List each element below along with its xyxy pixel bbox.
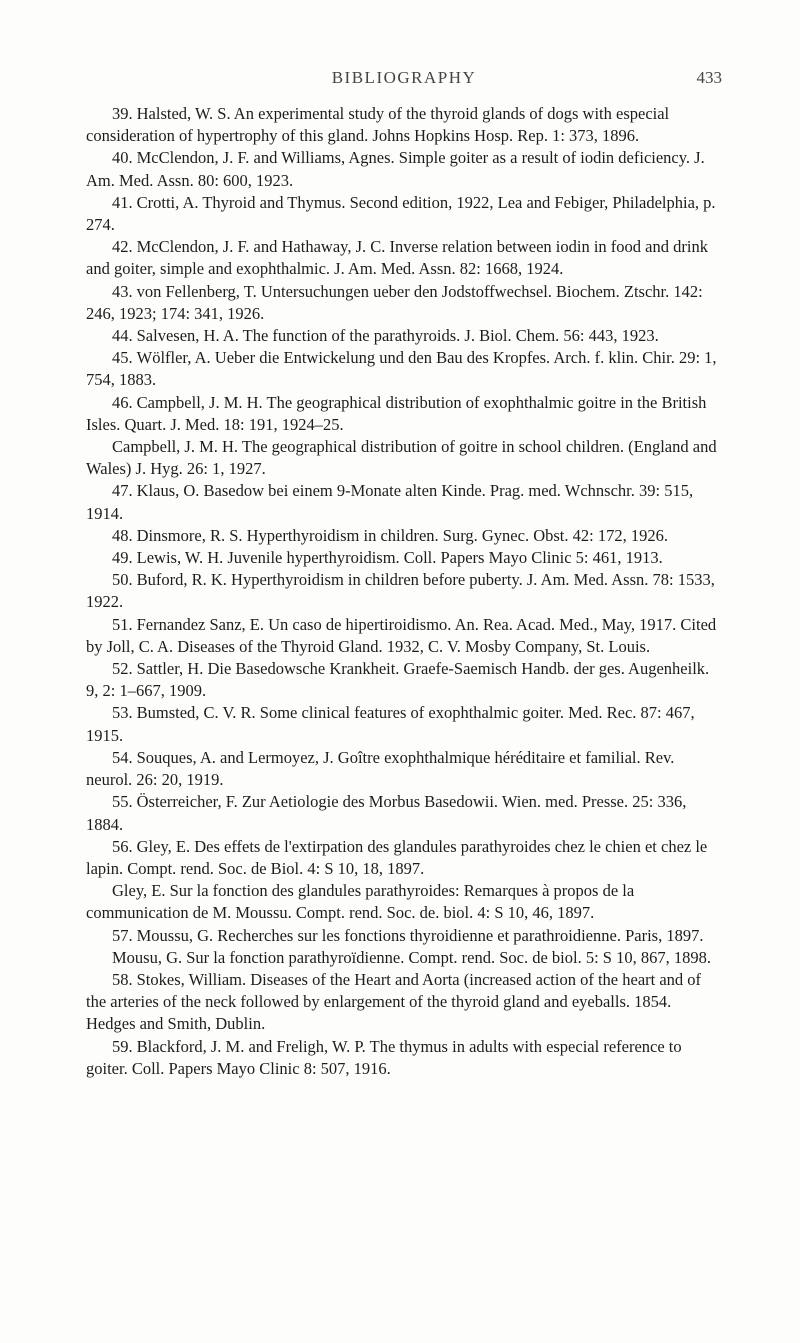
bibliography-entry [86, 547, 722, 569]
entry-number: 59. [112, 1036, 133, 1056]
bibliography-entry [86, 525, 722, 547]
entry-number: 53. [112, 703, 133, 723]
running-title: BIBLIOGRAPHY [331, 68, 477, 87]
bibliography-entry [86, 103, 722, 147]
entry-text: Mousu, G. Sur la fonction parathyroïdienne. Compt. rend. Soc. de biol. 5: S 10, 867, 1898. [112, 947, 711, 967]
entry-number: 45. [112, 348, 133, 368]
bibliography-entry [86, 569, 722, 613]
entry-number: 57. [112, 925, 133, 945]
entry-number: 42. [112, 237, 133, 257]
entry-number: 47. [112, 481, 133, 501]
entry-text: McClendon, J. F. and Hathaway, J. C. Inverse relation between iodin in food and drink and goiter, simple and exophthalmic. J. Am. Med. Assn. 82: 1668, 1924. [86, 237, 708, 279]
entry-number: 49. [112, 548, 133, 568]
entry-number: 41. [112, 192, 133, 212]
bibliography-entry [86, 1036, 722, 1080]
entry-number: 58. [112, 969, 133, 989]
bibliography-entry [86, 947, 722, 969]
entry-text: Moussu, G. Recherches sur les fonctions thyroidienne et parathroidienne. Paris, 1897. [136, 925, 704, 945]
entry-text: Halsted, W. S. An experimental study of the thyroid glands of dogs with especial consideration of hypertrophy of this gland. Johns Hopkins Hosp. Rep. 1: 373, 1896. [86, 104, 670, 146]
bibliography-entry [86, 347, 722, 391]
entry-number: 55. [112, 792, 133, 812]
entry-number: 50. [112, 570, 133, 590]
running-head [86, 68, 722, 92]
entry-text: von Fellenberg, T. Untersuchungen ueber den Jodstoffwechsel. Biochem. Ztschr. 142: 246, 1923; 174: 341, 1926. [86, 281, 703, 323]
entry-text: Bumsted, C. V. R. Some clinical features of exophthalmic goiter. Med. Rec. 87: 467, 1915. [86, 703, 695, 745]
entry-number: 48. [112, 525, 133, 545]
entry-number: 51. [112, 614, 133, 634]
entry-text: Fernandez Sanz, E. Un caso de hipertiroidismo. An. Rea. Acad. Med., May, 1917. Cited by Joll, C. A. Diseases of the Thyroid Gland. 1932, C. V. Mosby Company, St. Louis. [86, 614, 717, 656]
bibliography-entry [86, 791, 722, 835]
bibliography-entry [86, 969, 722, 1036]
entry-text: Buford, R. K. Hyperthyroidism in children before puberty. J. Am. Med. Assn. 78: 1533, 1922. [86, 570, 715, 612]
bibliography-entry [86, 281, 722, 325]
entry-text: Stokes, William. Diseases of the Heart and Aorta (increased action of the heart and of the arteries of the neck followed by enlargement of the thyroid gland and eyeballs. 1854. Hedges and Smith, Dublin. [86, 969, 702, 1034]
entry-number: 52. [112, 659, 133, 679]
entry-number: 43. [112, 281, 133, 301]
bibliography-list [86, 103, 722, 1080]
bibliography-entry [86, 392, 722, 436]
bibliography-entry [86, 192, 722, 236]
bibliography-entry [86, 836, 722, 880]
bibliography-entry [86, 325, 722, 347]
entry-number: 40. [112, 148, 133, 168]
entry-number: 44. [112, 326, 133, 346]
bibliography-entry [86, 614, 722, 658]
entry-number: 39. [112, 104, 133, 123]
bibliography-entry [86, 147, 722, 191]
entry-number: 54. [112, 747, 133, 767]
entry-text: Lewis, W. H. Juvenile hyperthyroidism. Coll. Papers Mayo Clinic 5: 461, 1913. [136, 548, 663, 568]
page-number: 433 [696, 68, 722, 87]
bibliography-entry [86, 658, 722, 702]
entry-text: Campbell, J. M. H. The geographical distribution of exophthalmic goitre in the British Isles. Quart. J. Med. 18: 191, 1924–25. [86, 392, 707, 434]
entry-text: Salvesen, H. A. The function of the parathyroids. J. Biol. Chem. 56: 443, 1923. [136, 326, 659, 346]
entry-text: Gley, E. Sur la fonction des glandules parathyroides: Remarques à propos de la communication de M. Moussu. Compt. rend. Soc. de. biol. 4: S 10, 46, 1897. [86, 881, 635, 923]
bibliography-entry [86, 702, 722, 746]
bibliography-entry [86, 880, 722, 924]
entry-text: Souques, A. and Lermoyez, J. Goître exophthalmique héréditaire et familial. Rev. neurol. 26: 20, 1919. [86, 747, 675, 790]
entry-text: Blackford, J. M. and Freligh, W. P. The thymus in adults with especial reference to goiter. Coll. Papers Mayo Clinic 8: 507, 1916. [86, 1036, 682, 1078]
entry-text: Sattler, H. Die Basedowsche Krankheit. Graefe-Saemisch Handb. der ges. Augenheilk. 9, 2: 1–667, 1909. [86, 659, 710, 701]
bibliography-entry [86, 436, 722, 480]
bibliography-entry [86, 236, 722, 280]
entry-number: 56. [112, 836, 133, 856]
entry-text: Dinsmore, R. S. Hyperthyroidism in children. Surg. Gynec. Obst. 42: 172, 1926. [136, 525, 668, 545]
entry-text: McClendon, J. F. and Williams, Agnes. Simple goiter as a result of iodin deficiency. J. Am. Med. Assn. 80: 600, 1923. [86, 148, 705, 190]
bibliography-entry [86, 480, 722, 524]
entry-text: Österreicher, F. Zur Aetiologie des Morbus Basedowii. Wien. med. Presse. 25: 336, 1884. [86, 792, 687, 834]
entry-text: Wölfler, A. Ueber die Entwickelung und den Bau des Kropfes. Arch. f. klin. Chir. 29: 1, 754, 1883. [86, 348, 717, 390]
entry-number: 46. [112, 392, 133, 412]
entry-text: Gley, E. Des effets de l'extirpation des glandules parathyroides chez le chien et chez le lapin. Compt. rend. Soc. de Biol. 4: S 10, 18, 1897. [86, 836, 708, 878]
entry-text: Campbell, J. M. H. The geographical distribution of goitre in school children. (England and Wales) J. Hyg. 26: 1, 1927. [86, 437, 717, 479]
bibliography-entry [86, 925, 722, 947]
entry-text: Crotti, A. Thyroid and Thymus. Second edition, 1922, Lea and Febiger, Philadelphia, p. 274. [86, 192, 716, 235]
entry-text: Klaus, O. Basedow bei einem 9-Monate alten Kinde. Prag. med. Wchnschr. 39: 515, 1914. [86, 481, 694, 523]
bibliography-entry [86, 747, 722, 791]
